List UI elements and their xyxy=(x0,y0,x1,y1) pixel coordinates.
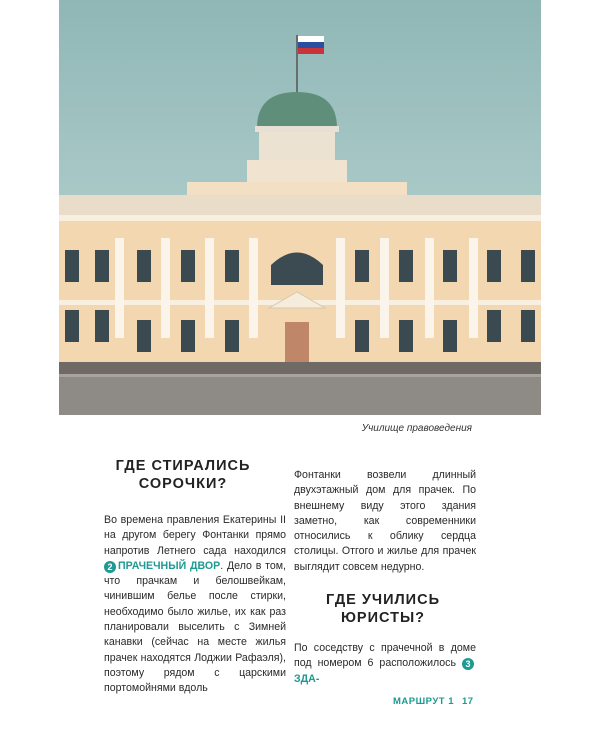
heading-line: СОРОЧКИ? xyxy=(138,476,228,492)
section-heading xyxy=(292,591,474,627)
paragraph-text: Фонтанки возвели длинный двухэтажный дом для прачек. По внешнему виду этого здания заметно, как современники относились к облику сердца столицы. Отгого и жилье для прачек выглядит совсем недурно. xyxy=(294,469,476,573)
paragraph-text: . Дело в том, что прачкам и белошвейкам, чинившим белье после стирки, необходимо было жилье, их как раз планировали выселить с Зимней канавки (сейчас на месте жилья прачек находятся Лоджии Рафаэля), поэтому рядом с царскими портомойнями вдоль xyxy=(104,559,286,695)
paragraph-text: По соседству с прачечной в доме под номером 6 расположилось xyxy=(294,642,476,670)
right-column-bottom xyxy=(294,641,476,687)
left-column xyxy=(104,513,286,697)
photo-caption: Училище правоведения xyxy=(361,423,472,434)
right-column-top xyxy=(294,468,476,575)
route-label: МАРШРУТ 1 xyxy=(393,696,455,707)
route-marker: 3 xyxy=(462,658,474,670)
paragraph-text: Во времена правления Екатерины II на другом берегу Фонтанки прямо напротив Летнего сада находился xyxy=(104,514,286,557)
place-link[interactable]: ПРАЧЕЧНЫЙ ДВОР xyxy=(118,559,221,572)
building-photo xyxy=(59,0,541,415)
place-link[interactable]: ЗДА- xyxy=(294,672,320,685)
heading-line: ГДЕ УЧИЛИСЬ xyxy=(325,592,440,608)
heading-line: ЮРИСТЫ? xyxy=(340,610,426,626)
route-marker: 2 xyxy=(104,561,116,573)
heading-line: ГДЕ СТИРАЛИСЬ xyxy=(115,458,251,474)
section-heading xyxy=(92,457,274,493)
page-number: 17 xyxy=(462,696,474,707)
